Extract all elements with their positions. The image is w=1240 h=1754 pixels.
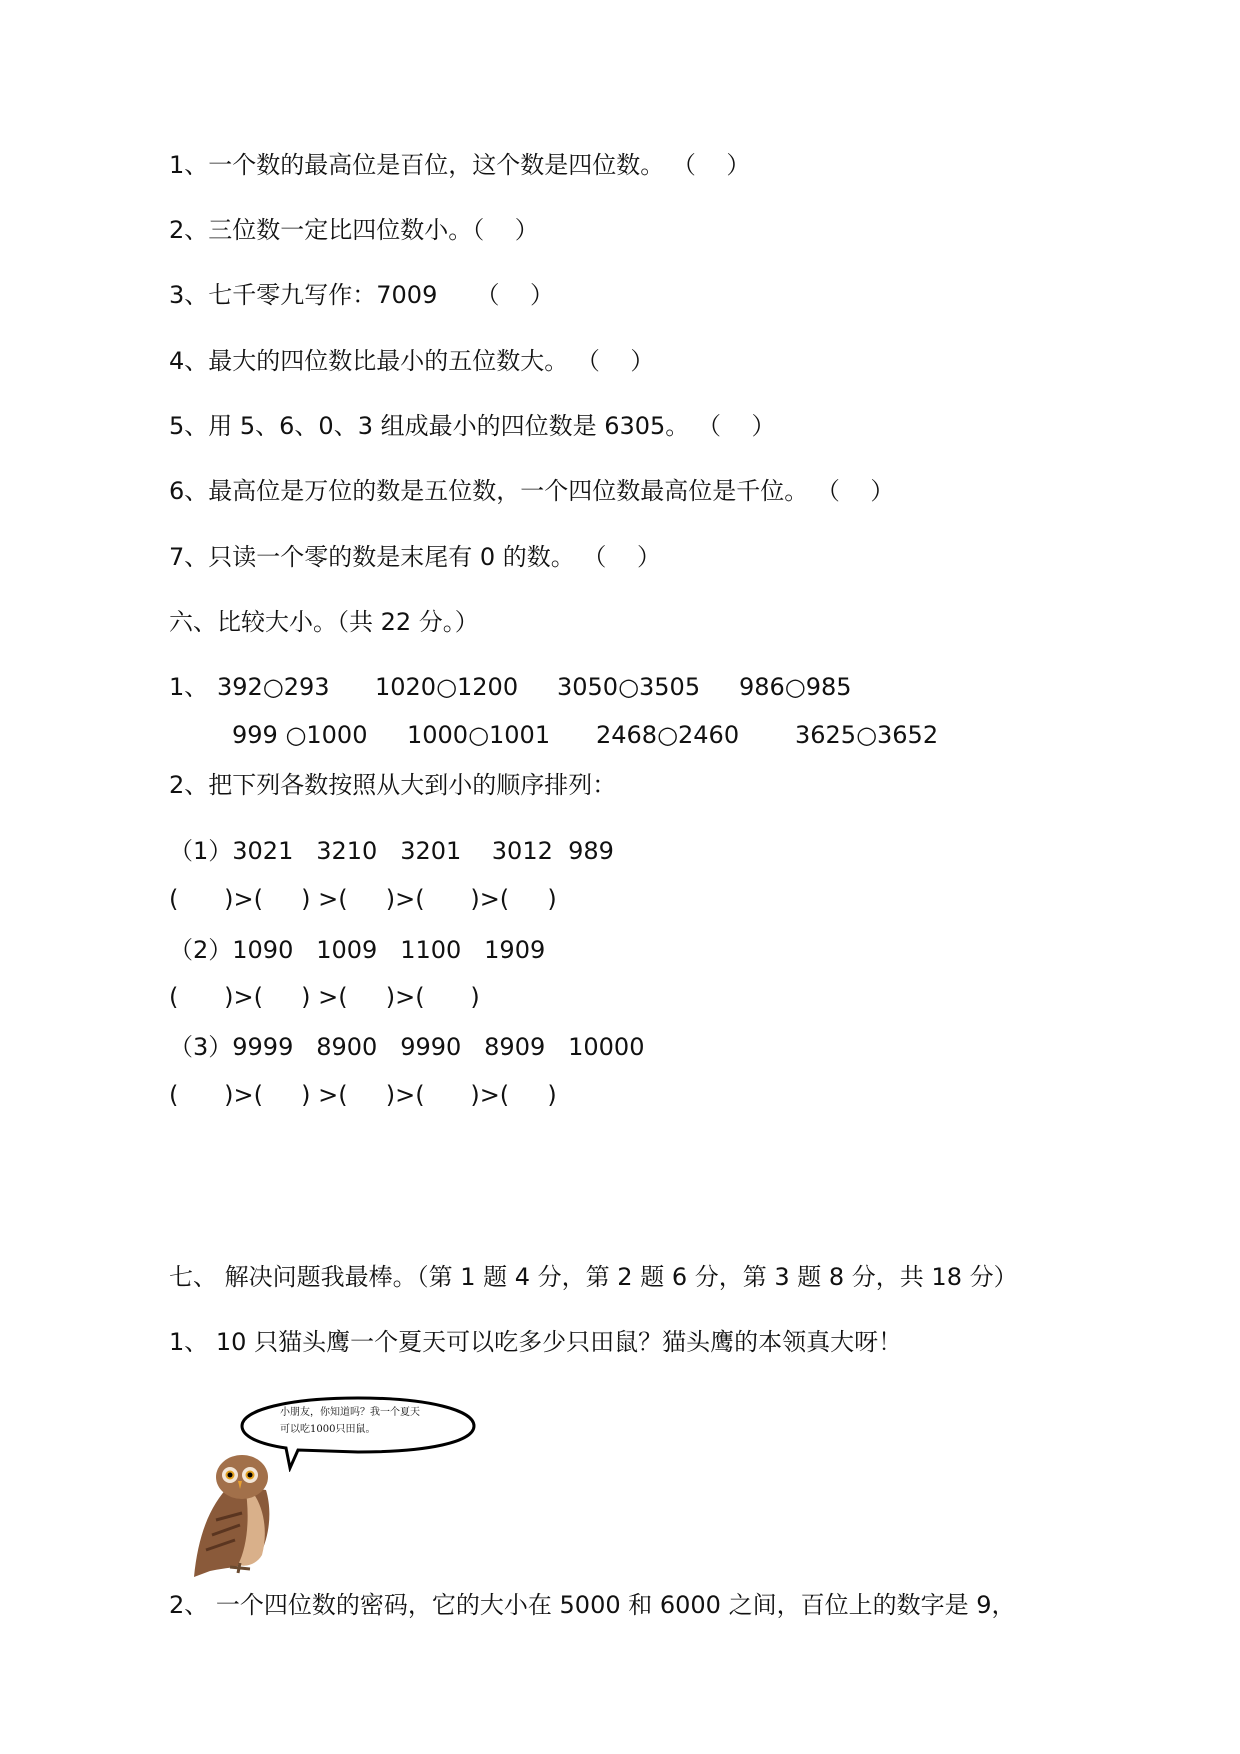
compare-item: 3625○3652 xyxy=(795,721,939,749)
compare-item: 999 ○1000 xyxy=(232,721,368,749)
ordering-answer-2: ( )>( ) >( )>( ) xyxy=(169,983,480,1011)
compare-item: 2468○2460 xyxy=(596,721,740,749)
compare-item: 1020○1200 xyxy=(375,673,519,701)
ordering-group-3: （3）9999 8900 9990 8909 10000 xyxy=(169,1033,645,1061)
owl-illustration xyxy=(190,1455,290,1580)
section-6-title: 六、比较大小。（共 22 分。） xyxy=(169,608,479,636)
question-7: 7、只读一个零的数是末尾有 0 的数。 （ ） xyxy=(169,543,661,571)
question-6: 6、最高位是万位的数是五位数，一个四位数最高位是千位。 （ ） xyxy=(169,477,895,505)
speech-bubble-text xyxy=(280,1404,460,1438)
ordering-group-1: （1）3021 3210 3201 3012 989 xyxy=(169,837,614,865)
bubble-line: 小朋友，你知道吗？我一个夏天 xyxy=(280,1407,420,1418)
ordering-group-2: （2）1090 1009 1100 1909 xyxy=(169,936,546,964)
ordering-answer-1: ( )>( ) >( )>( )>( ) xyxy=(169,885,557,913)
question-1: 1、一个数的最高位是百位，这个数是四位数。 （ ） xyxy=(169,151,751,179)
compare-item: 986○985 xyxy=(739,673,852,701)
bubble-line: 可以吃1000只田鼠。 xyxy=(280,1424,376,1435)
problem-1: 1、 10 只猫头鹰一个夏天可以吃多少只田鼠？猫头鹰的本领真大呀！ xyxy=(169,1328,903,1356)
compare-item: 3050○3505 xyxy=(557,673,701,701)
section-7-title: 七、 解决问题我最棒。（第 1 题 4 分，第 2 题 6 分，第 3 题 8 分，共 18 分） xyxy=(169,1263,1018,1291)
question-4: 4、最大的四位数比最小的五位数大。 （ ） xyxy=(169,347,655,375)
question-3: 3、七千零九写作：7009 （ ） xyxy=(169,281,555,309)
ordering-question: 2、把下列各数按照从大到小的顺序排列： xyxy=(169,771,617,799)
compare-label: 1、 xyxy=(169,673,209,701)
problem-2: 2、 一个四位数的密码，它的大小在 5000 和 6000 之间，百位上的数字是 9， xyxy=(169,1591,1016,1619)
ordering-answer-3: ( )>( ) >( )>( )>( ) xyxy=(169,1081,557,1109)
compare-item: 392○293 xyxy=(217,673,330,701)
compare-item: 1000○1001 xyxy=(407,721,551,749)
question-2: 2、三位数一定比四位数小。（ ） xyxy=(169,216,539,244)
question-5: 5、用 5、6、0、3 组成最小的四位数是 6305。 （ ） xyxy=(169,412,776,440)
